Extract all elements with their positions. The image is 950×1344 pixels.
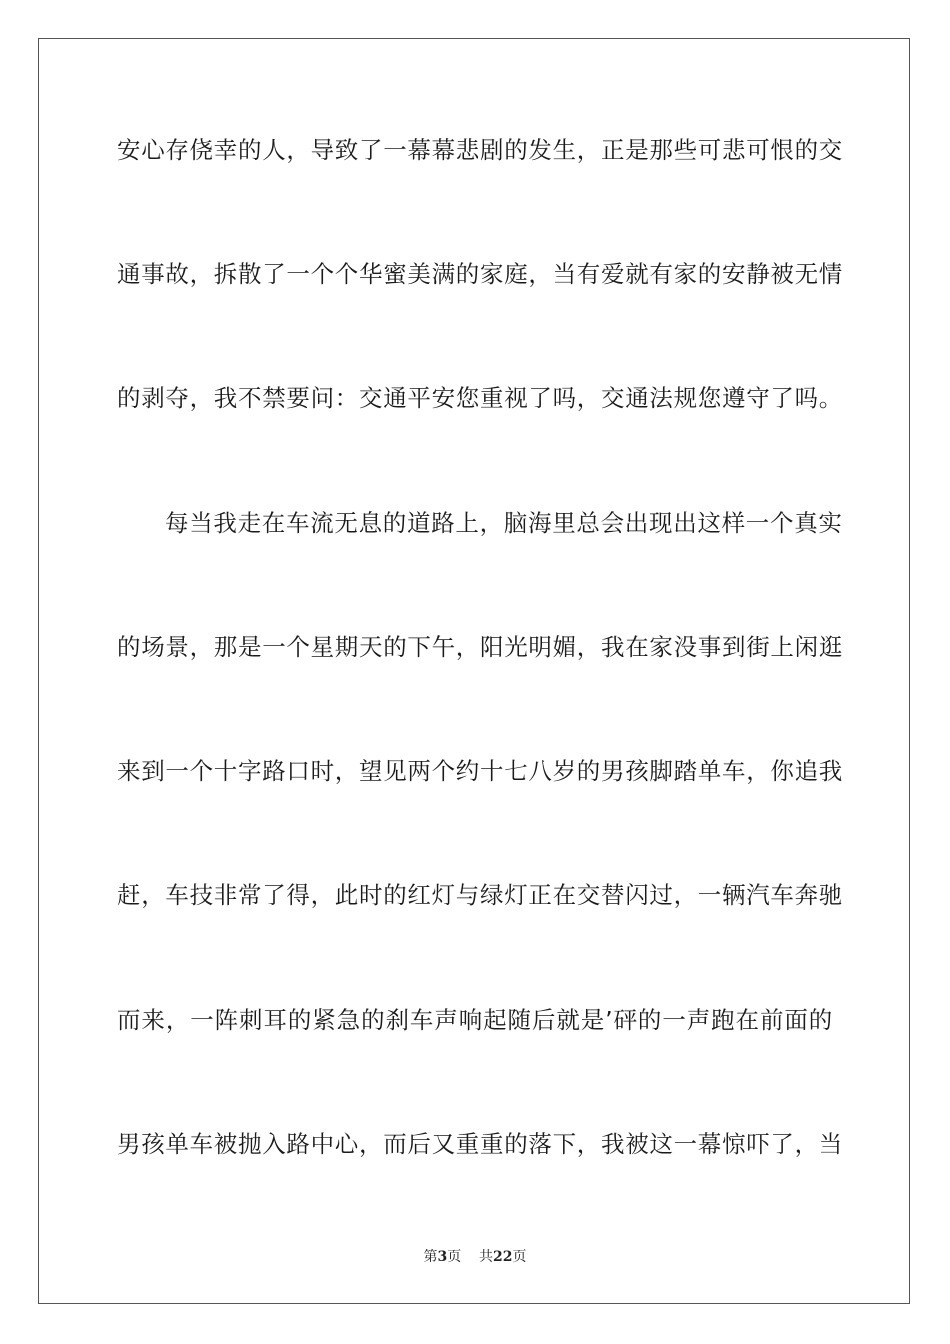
footer-page-suffix: 页: [447, 1249, 462, 1265]
page-frame: [38, 38, 910, 1304]
text-line: 而来，一阵刺耳的紧急的刹车声响起随后就是’砰的一声跑在前面的: [117, 1006, 833, 1034]
footer-total-prefix: 共: [479, 1249, 494, 1265]
footer-page-prefix: 第: [423, 1249, 438, 1265]
text-line: 安心存侥幸的人，导致了一幕幕悲剧的发生，正是那些可悲可恨的交: [117, 136, 843, 164]
text-line: 男孩单车被抛入路中心，而后又重重的落下，我被这一幕惊吓了，当: [117, 1130, 843, 1158]
text-line: 通事故，拆散了一个个华蜜美满的家庭，当有爱就有家的安静被无情: [117, 260, 843, 288]
page-footer: [0, 1246, 950, 1266]
text-line: 的剥夺，我不禁要问：交通平安您重视了吗，交通法规您遵守了吗。: [117, 384, 843, 412]
text-line: 的场景，那是一个星期天的下午，阳光明媚，我在家没事到街上闲逛: [117, 633, 843, 661]
footer-total-pages: 22: [493, 1249, 513, 1265]
text-line: 每当我走在车流无息的道路上，脑海里总会出现出这样一个真实: [165, 509, 843, 537]
text-line: 来到一个十字路口时，望见两个约十七八岁的男孩脚踏单车，你追我: [117, 757, 843, 785]
footer-total-suffix: 页: [512, 1249, 527, 1265]
text-line: 赶，车技非常了得，此时的红灯与绿灯正在交替闪过，一辆汽车奔驰: [117, 881, 843, 909]
footer-page-number: 3: [437, 1249, 448, 1265]
